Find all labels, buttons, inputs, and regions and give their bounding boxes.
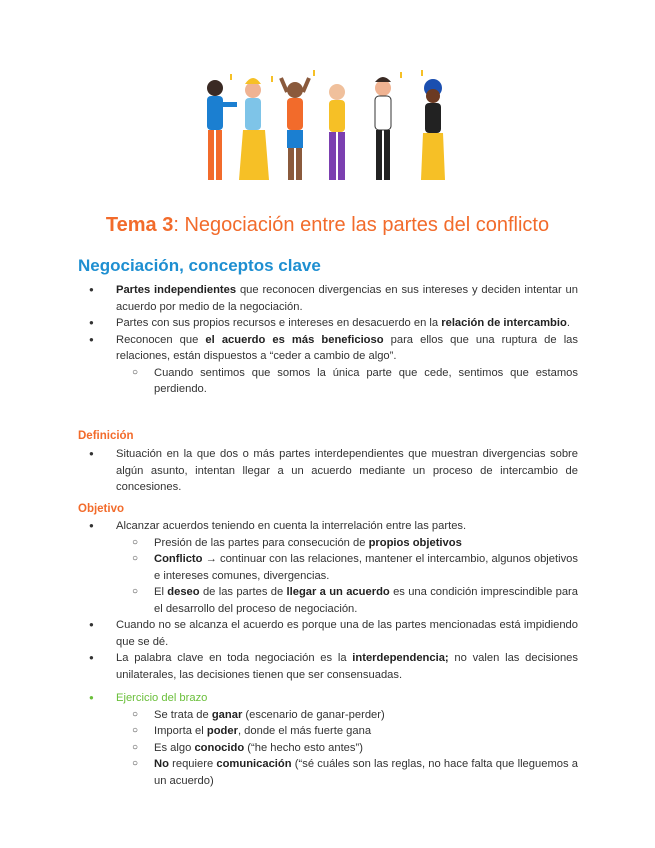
definition-list	[78, 446, 578, 496]
title-rest: : Negociación entre las partes del conflicto	[173, 214, 550, 236]
person-2	[239, 78, 269, 180]
person-6	[421, 79, 445, 180]
objective-heading: Objetivo	[78, 503, 125, 515]
list-item: ● Reconocen que el acuerdo es más beneficioso para ellos que una ruptura de las relaciones, están dispuestos a “ceder a cambio de algo”.	[78, 332, 578, 365]
list-item: ● Partes independientes que reconocen divergencias en sus intereses y deciden intentar un acuerdo por medio de la negociación.	[78, 282, 578, 315]
person-4	[329, 84, 345, 180]
list-item: ● Alcanzar acuerdos teniendo en cuenta la interrelación entre las partes.	[78, 518, 578, 535]
exercise-heading: ● Ejercicio del brazo	[78, 690, 578, 707]
definition-heading: Definición	[78, 430, 134, 442]
key-concepts-list	[78, 282, 578, 398]
sub-list-item: ○ Importa el poder, donde el más fuerte gana	[78, 723, 578, 740]
list-item: ● La palabra clave en toda negociación es la interdependencia; no valen las decisiones unilaterales, las decisiones tienen que ser consensuadas.	[78, 650, 578, 683]
group-of-people-arguing-illustration	[195, 70, 460, 190]
person-3	[281, 78, 309, 180]
person-1	[207, 80, 237, 180]
person-5	[375, 77, 391, 180]
list-item: ● Cuando no se alcanza el acuerdo es porque una de las partes mencionadas está impidiendo que se dé.	[78, 617, 578, 650]
exclamation-marks	[230, 70, 423, 82]
sub-list-item: ○ No requiere comunicación (“sé cuáles son las reglas, no hace falta que lleguemos a un acuerdo)	[78, 756, 578, 789]
sub-list-item: ○ El deseo de las partes de llegar a un acuerdo es una condición imprescindible para el desarrollo del proceso de negociación.	[78, 584, 578, 617]
sub-list-item: ○ Presión de las partes para consecución de propios objetivos	[78, 535, 578, 552]
list-item: ● Situación en la que dos o más partes interdependientes que muestran divergencias sobre algún asunto, intentan llegar a un acuerdo mediante un proceso de intercambio de concesiones.	[78, 446, 578, 496]
list-item: ● Partes con sus propios recursos e intereses en desacuerdo en la relación de intercambio.	[78, 315, 578, 332]
title-bold: Tema 3	[105, 214, 174, 236]
exercise-list	[78, 690, 578, 789]
sub-list-item: ○ Conflicto → continuar con las relaciones, mantener el intercambio, algunos objetivos e intereses comunes, divergencias.	[78, 551, 578, 584]
page-title	[0, 214, 655, 237]
sub-list-item: ○ Cuando sentimos que somos la única parte que cede, sentimos que estamos perdiendo.	[78, 365, 578, 398]
objective-list	[78, 518, 578, 683]
sub-list-item: ○ Es algo conocido (“he hecho esto antes”)	[78, 740, 578, 757]
sub-list-item: ○ Se trata de ganar (escenario de ganar-perder)	[78, 707, 578, 724]
section-heading: Negociación, conceptos clave	[78, 256, 321, 275]
